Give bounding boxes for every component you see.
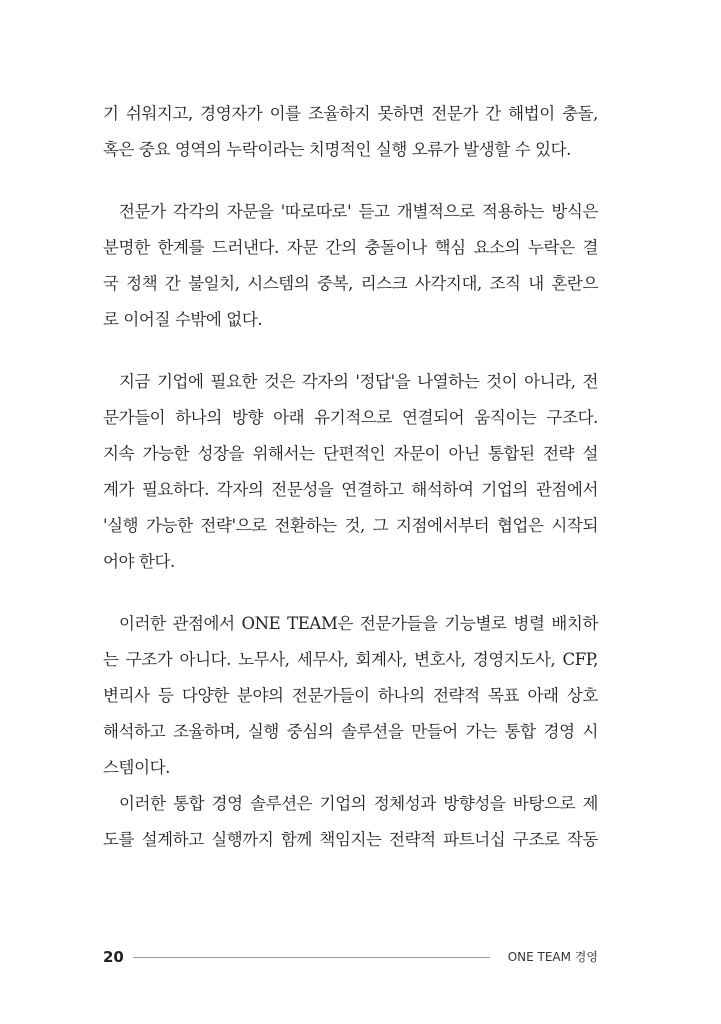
page-body	[103, 96, 598, 858]
paragraph	[103, 786, 598, 858]
footer-divider	[133, 957, 490, 958]
text-line: 해석하고 조율하며, 실행 중심의 솔루션을 만들어 가는 통합 경영 시	[103, 722, 598, 741]
page-number: 20	[103, 948, 124, 966]
running-title: ONE TEAM 경영	[507, 950, 598, 964]
text-line: 지속 가능한 성장을 위해서는 단편적인 자문이 아닌 통합된 전략 설	[103, 444, 598, 463]
text-line: 어야 한다.	[103, 552, 175, 571]
text-line: 국 정책 간 불일치, 시스템의 중복, 리스크 사각지대, 조직 내 혼란으	[103, 274, 598, 293]
text-line: 문가들이 하나의 방향 아래 유기적으로 연결되어 움직이는 구조다.	[103, 408, 598, 427]
text-line: 계가 필요하다. 각자의 전문성을 연결하고 해석하여 기업의 관점에서	[103, 480, 598, 499]
text-line: 로 이어질 수밖에 없다.	[103, 310, 263, 329]
text-line: 는 구조가 아니다. 노무사, 세무사, 회계사, 변호사, 경영지도사, CFP,	[103, 650, 598, 669]
text-line: 변리사 등 다양한 분야의 전문가들이 하나의 전략적 목표 아래 상호	[103, 686, 598, 705]
text-line: 지금 기업에 필요한 것은 각자의 '정답'을 나열하는 것이 아니라, 전	[119, 372, 598, 391]
text-line: 혹은 중요 영역의 누락이라는 치명적인 실행 오류가 발생할 수 있다.	[103, 140, 572, 159]
text-line: 전문가 각각의 자문을 '따로따로' 듣고 개별적으로 적용하는 방식은	[119, 202, 598, 221]
paragraph	[103, 96, 598, 168]
text-line: 분명한 한계를 드러낸다. 자문 간의 충돌이나 핵심 요소의 누락은 결	[103, 238, 598, 257]
text-line: 기 쉬워지고, 경영자가 이를 조율하지 못하면 전문가 간 해법이 충돌,	[103, 104, 598, 123]
text-line: 이러한 통합 경영 솔루션은 기업의 정체성과 방향성을 바탕으로 제	[119, 794, 598, 813]
paragraph-gap	[103, 168, 598, 194]
page-footer	[103, 947, 598, 967]
paragraph-gap	[103, 580, 598, 606]
paragraph	[103, 606, 598, 786]
paragraph-gap	[103, 338, 598, 364]
text-line: '실행 가능한 전략'으로 전환하는 것, 그 지점에서부터 협업은 시작되	[103, 516, 598, 535]
text-line: 이러한 관점에서 ONE TEAM은 전문가들을 기능별로 병렬 배치하	[119, 614, 598, 633]
text-line: 스템이다.	[103, 758, 171, 777]
paragraph	[103, 194, 598, 338]
text-line: 도를 설계하고 실행까지 함께 책임지는 전략적 파트너십 구조로 작동	[103, 830, 598, 849]
paragraph	[103, 364, 598, 580]
